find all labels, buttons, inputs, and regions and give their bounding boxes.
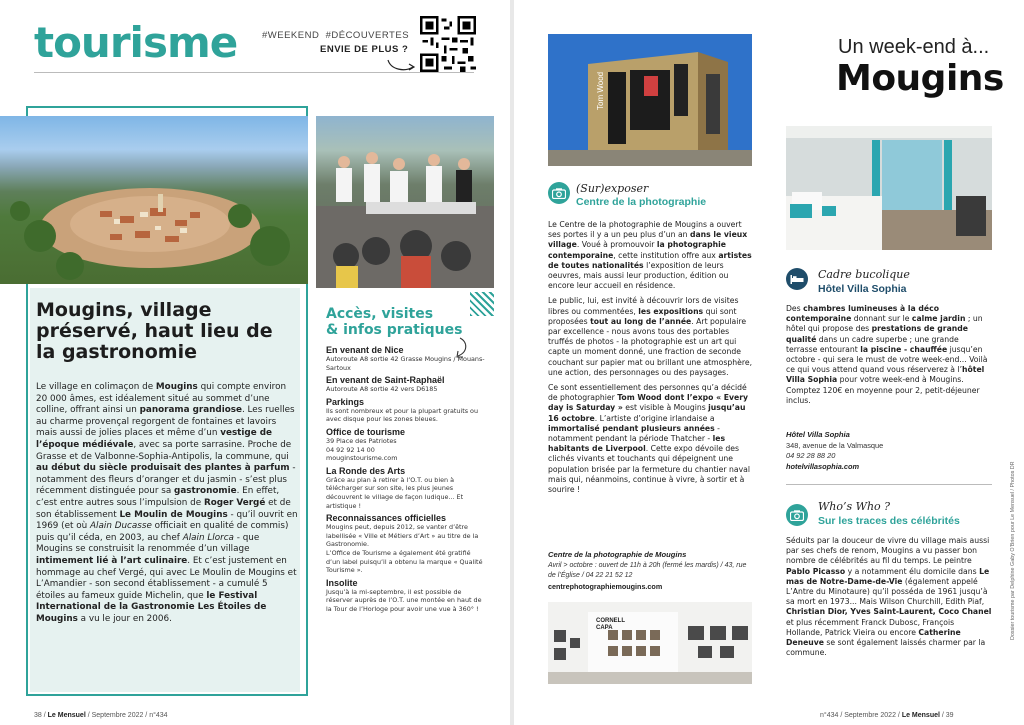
info-title-1: Accès, visites: [326, 306, 434, 322]
photo-centre-building: [548, 34, 752, 166]
hotel-name: Hôtel Villa Sophia: [786, 430, 850, 439]
info-text: Autoroute A8 sortie 42 vers D6185: [326, 385, 438, 394]
photo-gallery-interior: [548, 602, 752, 684]
hotel-address: 348, avenue de la Valmasque: [786, 441, 884, 450]
gallery-sign: CORNELL CAPA: [596, 618, 625, 631]
who-section-rule: [786, 484, 992, 485]
who-script-title: Who’s Who ?: [818, 500, 891, 513]
hotel-phone: 04 92 28 88 20: [786, 451, 836, 460]
expo-caption-title: Centre de la photographie de Mougins: [548, 550, 687, 559]
info-text: Jusqu’à la mi-septembre, il est possible de réserver auprès de l’O.T. une montée en haut de la Tour de l’Horloge pour avoir une vue à 360° !: [326, 587, 482, 613]
page-title-mougins: Mougins: [836, 58, 1004, 99]
expo-url[interactable]: centrephotographiemougins.com: [548, 582, 663, 591]
page-number: 38 /: [34, 712, 46, 719]
footer-left: [34, 712, 168, 719]
info-text: Grâce au plan à retirer à l’O.T. ou bien à télécharger sur son site, les plus jeunes découvrent le village de façon ludique... Et artistique !: [326, 475, 464, 510]
info-item: [326, 513, 486, 575]
info-text: Autoroute A8 sortie 42 Grasse Mougins / Mouans-Sartoux: [326, 355, 485, 372]
page-number: / 39: [941, 712, 954, 719]
info-item: [326, 375, 486, 394]
camera-icon: [786, 504, 808, 526]
magazine-name: Le Mensuel: [47, 712, 86, 719]
tom-wood-sign: Tom Wood: [596, 71, 605, 110]
who-body: Séduits par la douceur de vivre du village mais aussi par ses chefs de renom, Mougins a vu passer bon nombre de célébrités au fil du temps. Le peintre Pablo Picasso y a notamment élu domicile dans Le mas de Notre-Dame-de-Vie (également appelé L’Antre du Minotaure) qu’il posséda de 1961 jusqu’à sa mort en 1973... Mais Wilson Churchill, Edith Piaf, Christian Dior, Yves Saint-Laurent, Coco Chanel et plus récemment Franck Dubosc, François Hollande, Patrick Vieira ou encore Catherine Deneuve se sont également laissés charmer par la commune.: [786, 536, 992, 658]
expo-title: Centre de la photographie: [576, 196, 707, 208]
info-heading: En venant de Saint-Raphaël: [326, 375, 445, 386]
envie-de-plus: ENVIE DE PLUS ?: [320, 44, 409, 55]
info-item: [326, 397, 486, 424]
section-title: tourisme: [34, 18, 238, 67]
info-item: [326, 427, 486, 463]
qr-code[interactable]: [420, 16, 476, 72]
village-aerial-photo: [0, 116, 308, 284]
article-body: Le village en colimaçon de Mougins qui compte environ 20 000 âmes, est idéalement situé au sommet d’une colline, offrant ainsi un panorama grandiose. Les ruelles au charme provençal regorgent de fontaines et lavoirs mais aussi de jolies places et même d’un vestige de l’époque médiévale, avec sa porte sarrasine. Proche de Grasse et de Valbonne-Sophia-Antipolis, la commune, qui au début du siècle produisait des plantes à parfum - notamment des fleurs d’oranger et du jasmin - s’est plus récemment distinguée pour sa gastronomie. En effet, c’est entre autres sous l’impulsion de Roger Vergé et de son établissement Le Moulin de Mougins - qu’il ouvrit en 1969 (et où Alain Ducasse officiait en qualité de commis) puis qu’il céda, en 2003, au chef Alain Llorca - que Mougins se construisit la renommée d’un village intimement lié à l’art culinaire. Et c’est justement en hommage au chef Vergé, qui avec Le Moulin de Mougins et L’Amandier - son second établissement - a cumulé 5 étoiles au fameux guide Michelin, que le Festival International de la Gastronomie Les Étoiles de Mougins a vu le jour en 2006.: [36, 382, 298, 624]
left-page: [0, 0, 510, 725]
info-heading: Reconnaissances officielles: [326, 513, 447, 524]
info-title-2: & infos pratiques: [326, 322, 463, 338]
arrow-icon: [385, 56, 419, 74]
photo-credit: Dossier tourisme par Delphine Gaby O’Brien pour Le Mensuel / Photos DR: [1010, 461, 1016, 640]
hotel-body: Des chambres lumineuses à la déco contemporaine donnant sur le calme jardin ; un hôtel qui propose des prestations de grande qualité dans un cadre superbe ; une grande terrasse entourant la piscine - chauffée jusqu’en octobre - qui sera le must de votre week-end... Voilà ce qui vous attend quand vous réserverez à l’hôtel Villa Sophia pour votre week-end à Mougins. Comptez 120€ en moyenne pour 2, petit-déjeuner inclus.: [786, 304, 988, 405]
bed-icon: [786, 268, 808, 290]
info-column: [326, 342, 486, 613]
hotel-title: Hôtel Villa Sophia: [818, 283, 907, 295]
info-heading: Office de tourisme: [326, 426, 406, 437]
who-title: Sur les traces des célébrités: [818, 515, 960, 527]
info-text: Ils sont nombreux et pour la plupart gratuits ou avec disque pour les zones bleues.: [326, 406, 479, 424]
magazine-name: Le Mensuel: [901, 712, 940, 719]
hatch-decoration: [470, 292, 494, 316]
kicker: Un week-end à...: [838, 36, 990, 58]
hotel-url[interactable]: hotelvillasophia.com: [786, 462, 860, 471]
info-heading: Parkings: [326, 396, 365, 407]
photo-hotel-room: [786, 126, 992, 250]
info-heading: Insolite: [326, 577, 358, 588]
headline: Mougins, village préservé, haut lieu de la gastronomie: [36, 299, 273, 363]
footer-right: [820, 712, 954, 719]
info-heading: En venant de Nice: [326, 345, 404, 355]
issue-info: / Septembre 2022 / n°434: [87, 712, 168, 719]
info-item: [326, 466, 486, 510]
info-text: Mougins peut, depuis 2012, se vanter d’être labellisée « Ville et Métiers d’Art » au titre de la Gastronomie. L’Office de Tourisme a également été gratifié d’un label puisqu’il a obtenu la marque « Qualité Tourisme ».: [326, 523, 483, 575]
info-item: [326, 578, 486, 614]
chefs-demo-photo: [316, 116, 494, 288]
expo-script-title: (Sur)exposer: [576, 182, 649, 195]
info-text: 39 Place des Patriotes 04 92 92 14 00 mouginstourisme.com: [326, 436, 398, 463]
camera-icon: [548, 182, 570, 204]
info-item: [326, 345, 486, 372]
expo-caption: Avril > octobre : ouvert de 11h à 20h (fermé les mardis) / 43, rue de l’Église / 04 22 21 52 12: [548, 562, 747, 579]
expo-body: Le Centre de la photographie de Mougins a ouvert ses portes il y a un peu plus d’un an dans le vieux village. Voué à promouvoir la photographie contemporaine, cette institution offre aux artistes de toutes nationalités l’exposition de leurs oeuvres, mais aussi leur production, édition ou encore leur accueil en résidence. Le public, lui, est invité à découvrir lors de visites libres ou commentées, les expositions qui sont proposées tout au long de l’année. Art populaire par excellence - nous avons tous des portables truffés de photos - la photographie est un art qui capte un moment donné, une fraction de seconde couchant sur papier mat ou brillant une atmosphère, une action, des personnages ou des paysages. Ce sont essentiellement des personnes qu’a décidé de photographier Tom Wood dont l’expo « Every day is Saturday » est visible à Mougins jusqu’au 16 octobre. L’artiste d’origine irlandaise a immortalisé pendant plusieurs années - notamment pendant la période Thatcher - les habitants de Liverpool. Cette expo dévoile des clichés vivants et touchants qui dépeignent une population brisée par la fermeture du chantier naval mais qui, néanmoins, continue à vivre, à sortir et à sourire !: [548, 220, 753, 495]
hotel-script-title: Cadre bucolique: [818, 268, 910, 281]
hashtags: #WEEKEND #DÉCOUVERTES: [262, 30, 410, 41]
right-page: [514, 0, 1024, 725]
info-heading: La Ronde des Arts: [326, 465, 406, 476]
issue-info: n°434 / Septembre 2022 /: [820, 712, 900, 719]
